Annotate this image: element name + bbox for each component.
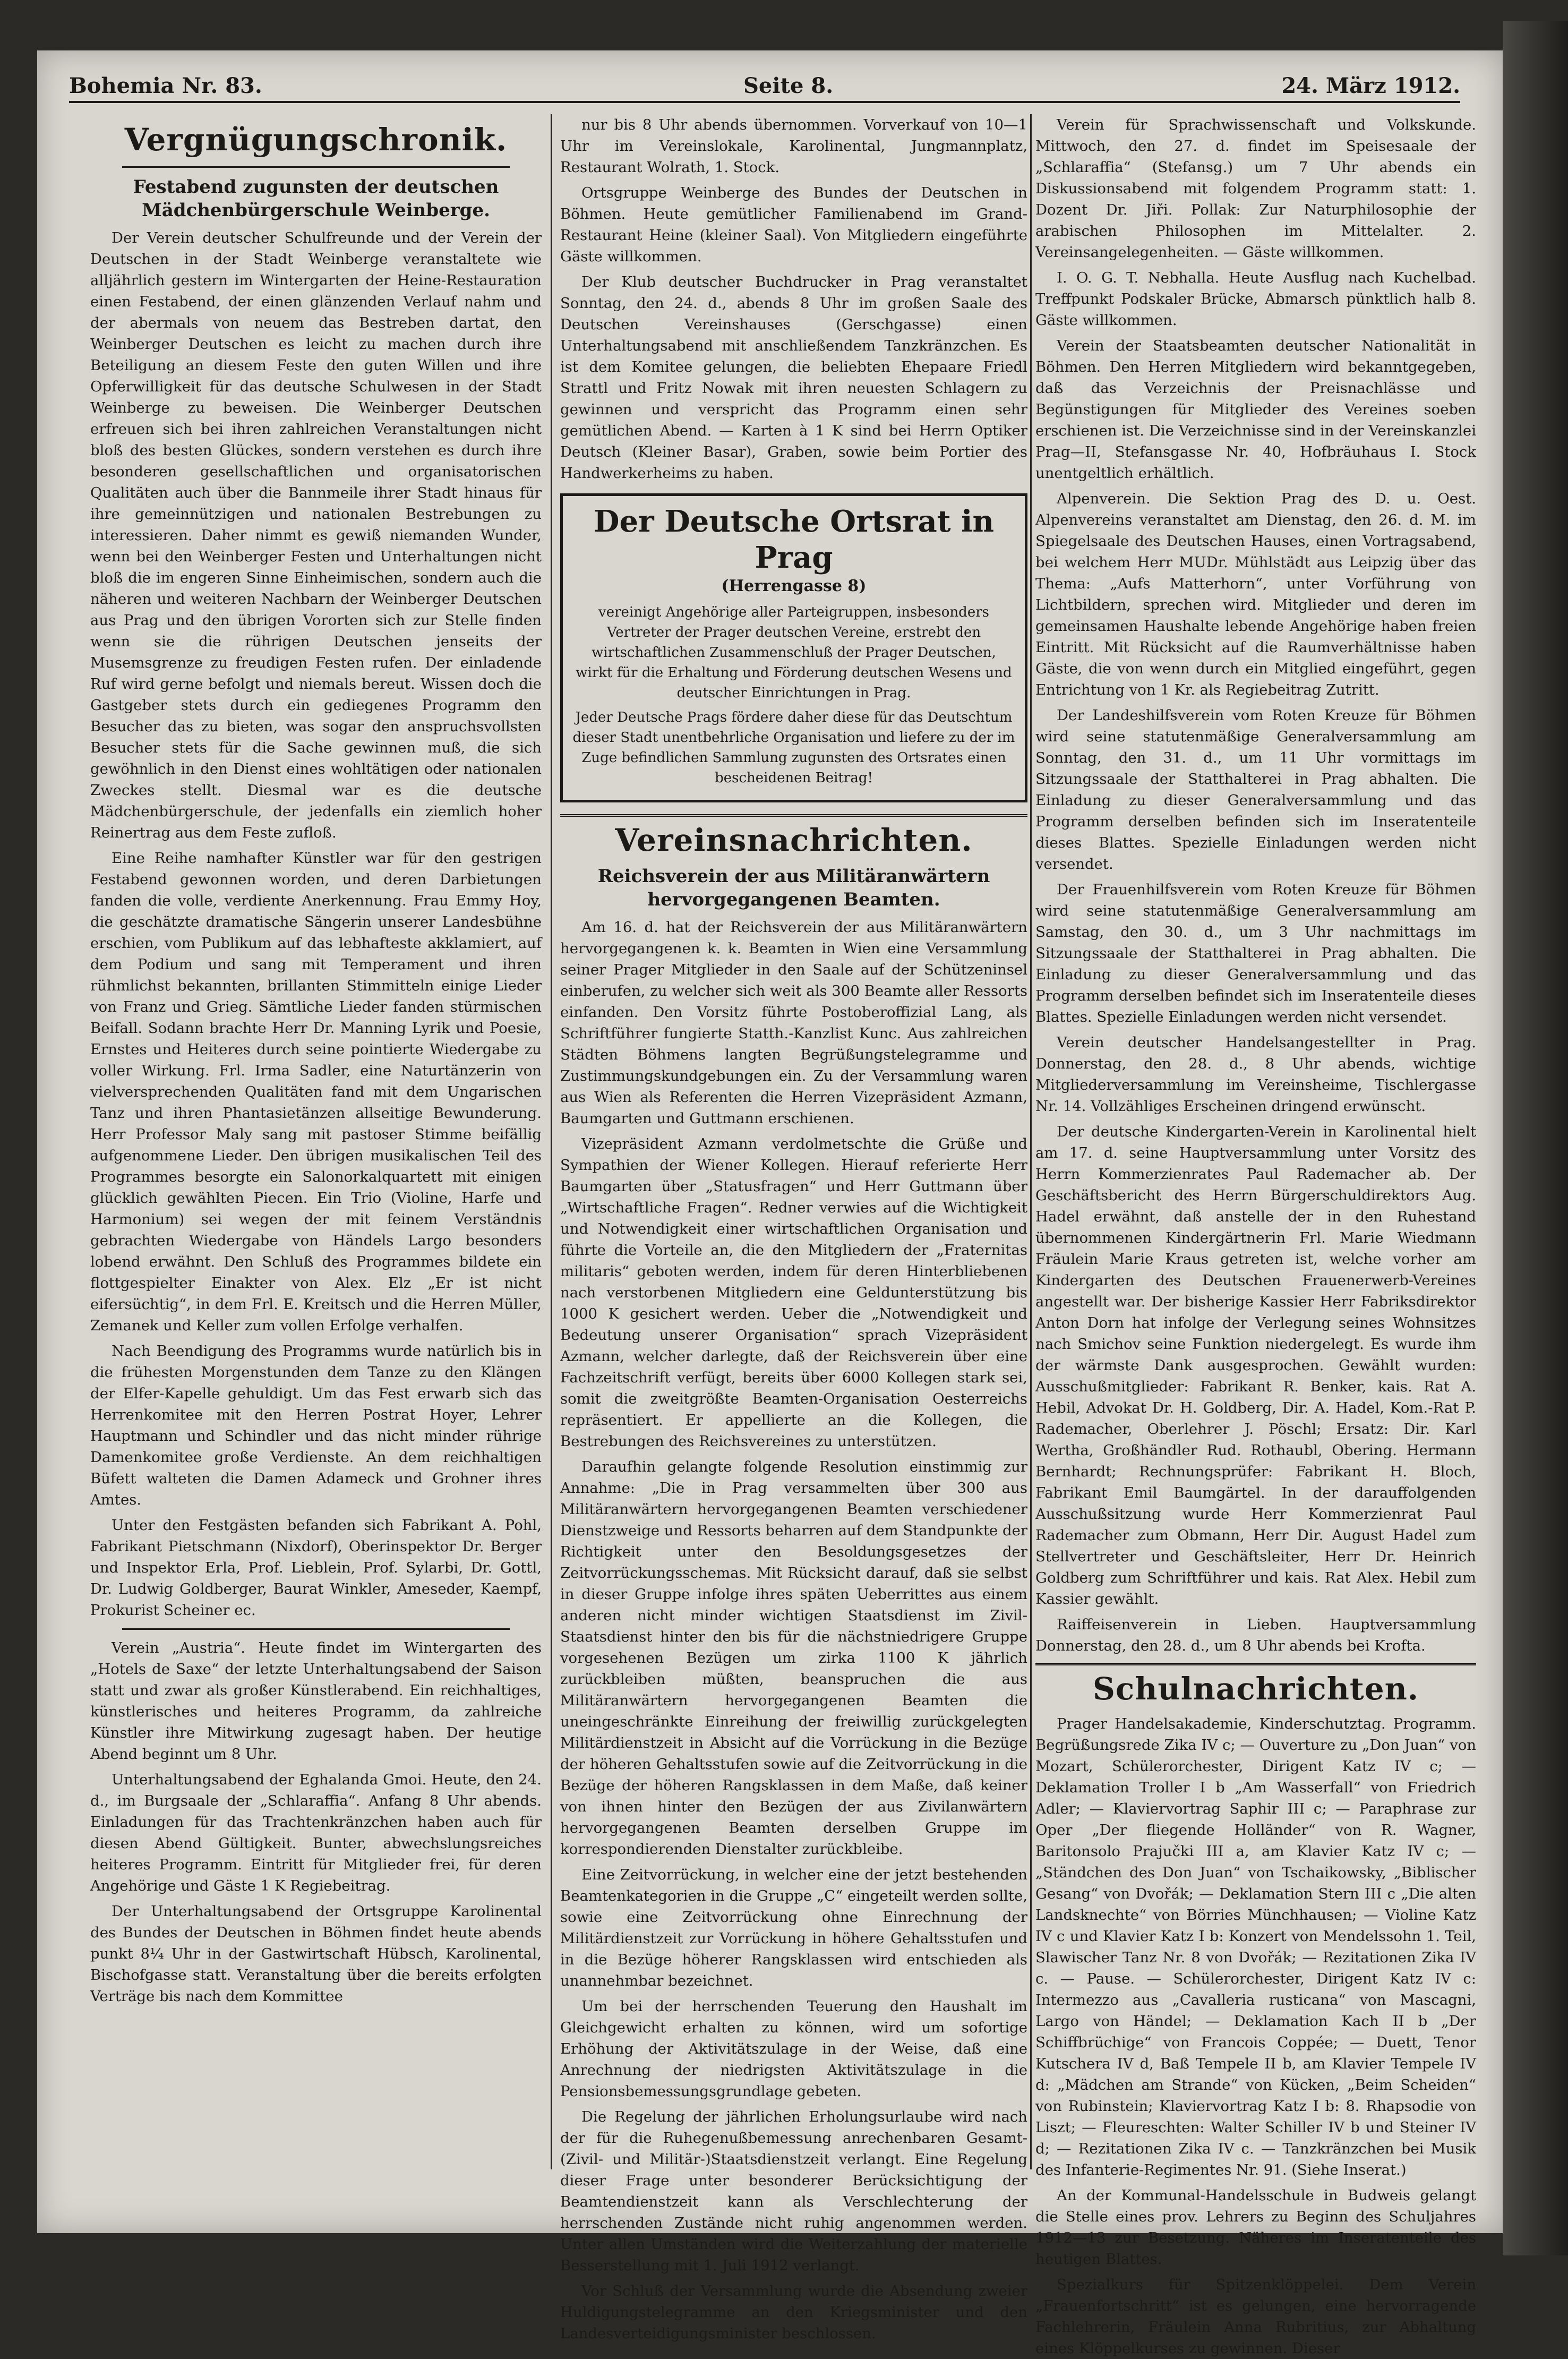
article-title: Festabend zugunsten der deutschen Mädchenbürgerschule Weinberge. (133, 176, 499, 221)
page-edge-shadow (1503, 21, 1568, 2255)
notice: Unterhaltungsabend der Eghalanda Gmoi. Heute, den 24. d., im Burgsaale der „Schlaraffia“. Anfang 8 Uhr abends. Einladungen für das Trachtenkränzchen haben auch für diesen Abend Gültigkeit. Bunter, abwechslungsreiches heiteres Programm. Eintritt für Mitglieder frei, für deren Angehörige und Gäste 1 K Regiebeitrag. (90, 1771, 542, 1894)
header-publication: Bohemia Nr. 83. (69, 73, 262, 98)
paragraph: Daraufhin gelangte folgende Resolution einstimmig zur Annahme: „Die in Prag versammelten über 300 aus Militäranwärtern hervorgegangenen Beamten verschiedener Dienstzweige und Ressorts beharren auf dem Standpunkte der Richtigkeit unter den Besoldungsgesetzes der Zeitvorrückungsschemas. Mit Rücksicht darauf, daß sie selbst in dieser Gruppe infolge ihres späten Ueberrittes aus einem anderen nicht minder wichtigen Staatsdienst im Zivil-Staatsdienst hinter den bis für die nächstniedrigere Gruppe vorgesehenen Bezügen um zirka 1100 K jährlich zurückbleiben müßten, beanspruchen die aus Militäranwärtern hervorgegangenen Beamten die uneingeschränkte Einreihung der freiwillig zurückgelegten Militärdienstzeit in Absicht auf die Vorrückung in die Bezüge der höheren Gehaltsstufen sowie auf die Zeitvorrückung in die Bezüge der höheren Rangsklassen in dem Maße, daß keiner von ihnen hinter den Bezügen der aus Zivilanwärtern hervorgegangenen Beamten derselben Gruppe im korrespondierenden Dienstalter zurückbleibe. (560, 1458, 1027, 1858)
notice: An der Kommunal-Handelsschule in Budweis gelangt die Stelle eines prov. Lehrers zu Beginn des Schuljahres 1912—13 zur Besetzung. Näheres im Inseratenteile des heutigen Blattes. (1035, 2187, 1476, 2268)
notice: Verein deutscher Handelsangestellter in Prag. Donnerstag, den 28. d., 8 Uhr abends, wichtige Mitgliederversammlung im Vereinsheime, Tischlergasse Nr. 14. Vollzähliges Erscheinen dringend erwünscht. (1035, 1034, 1476, 1115)
notice: Ortsgruppe Weinberge des Bundes der Deutschen in Böhmen. Heute gemütlicher Familienabend im Grand-Restaurant Heine (kleiner Saal). Von Mitgliedern eingeführte Gäste willkommen. (560, 184, 1027, 265)
paragraph: Am 16. d. hat der Reichsverein der aus Militäranwärtern hervorgegangenen k. k. Beamten in Wien eine Versammlung seiner Prager Mitglieder in den Saale auf der Schützeninsel einberufen, zu welcher sich weit als 300 Beamte aller Ressorts einfanden. Den Vorsitz führte Postoberoffizial Lang, als Schriftführer fungierte Statth.-Kanzlist Kunc. Aus zahlreichen Städten Böhmens langten Begrüßungstelegramme und Zustimmungskundgebungen ein. Zu der Versammlung waren aus Wien als Referenten die Herren Vizepräsident Azmann, Baumgarten und Guttmann erschienen. (560, 919, 1027, 1127)
section-title: Vereinsnachrichten. (560, 814, 1027, 859)
notice: Prager Handelsakademie, Kinderschutztag. Programm. Begrüßungsrede Zika IV c; — Ouverture zu „Don Juan“ von Mozart, Schülerorchester, Dirigent Katz IV c; — Deklamation Troller I b „Am Wasserfall“ von Friedrich Adler; — Klaviervortrag Saphir III c; — Paraphrase zur Oper „Der fliegende Holländer“ von R. Wagner, Baritonsolo Prajučki III a, am Klavier Katz IV c; — „Ständchen des Don Juan“ von Tschaikowsky, „Biblischer Gesang“ von Dvořák; — Deklamation Stern III c „Die alten Landsknechte“ von Börries Münchhausen; — Violine Katz IV c und Klavier Katz I b: Konzert von Mendelssohn 1. Teil, Slawischer Tanz Nr. 8 von Dvořák; — Rezitationen Zika IV c. — Pause. — Schülerorchester, Dirigent Katz IV c: Intermezzo aus „Cavalleria rusticana“ von Mascagni, Largo von Händel; — Deklamation Kach II b „Der Schiffbrüchige“ von Francois Coppée; — Duett, Tenor Kutschera IV d, Baß Tempele II b, am Klavier Tempele IV d: „Mädchen am Strande“ von Kücken, „Beim Scheiden“ von Rubinstein; Klaviervortrag Katz I b: 8. Rhapsodie von Liszt; — Fleureschten: Walter Schiller IV b und Steiner IV d; — Rezitationen Zika IV c. — Tanzkränzchen bei Musik des Infanterie-Regimentes Nr. 91. (Siehe Inserat.) (1035, 1715, 1476, 2178)
advertisement-address: (Herrengasse 8) (721, 577, 867, 595)
paragraph: nur bis 8 Uhr abends übernommen. Vorverkauf von 10—1 Uhr im Vereinslokale, Karolinental, Jungmannplatz, Restaurant Wolrath, 1. Stock. (560, 116, 1027, 176)
column-3 (1035, 114, 1476, 2357)
column-rule (1030, 114, 1032, 2169)
notice: I. O. G. T. Nebhalla. Heute Ausflug nach Kuchelbad. Treffpunkt Podskaler Brücke, Abmarsch pünktlich halb 8. Gäste willkommen. (1035, 269, 1476, 329)
section-title: Vergnügungschronik. (124, 122, 508, 158)
paragraph: Um bei der herrschenden Teuerung den Haushalt im Gleichgewicht erhalten zu können, wird um sofortige Erhöhung der Aktivitätszulage in der Weise, daß eine Anrechnung der niedrigsten Aktivitätszulage in die Pensionsbemessungsgrundlage gebeten. (560, 1998, 1027, 2100)
page-header (69, 69, 1460, 103)
advertisement-appeal: Jeder Deutsche Prags fördere daher diese für das Deutschtum dieser Stadt unentbehrliche Organisation und liefere zu der im Zuge befindlichen Sammlung zugunsten des Ortsrates einen bescheidenen Beitrag! (572, 710, 1015, 786)
paragraph: Vor Schluß der Versammlung wurde die Absendung zweier Huldigungstelegramme an den Kriegsminister und den Landesverteidigungsminister beschlossen. (560, 2283, 1027, 2342)
advertisement-text: vereinigt Angehörige aller Parteigruppen, insbesonders Vertreter der Prager deutschen Vereine, erstrebt den wirtschaftlichen Zusammenschluß der Prager Deutschen, wirkt für die Erhaltung und Förderung deutschen Wesens und deutscher Einrichtungen in Prag. (576, 604, 1012, 701)
paragraph: Die Regelung der jährlichen Erholungsurlaube wird nach der für die Ruhegenußbemessung anrechenbaren Gesamt-(Zivil- und Militär-)Staatsdienstzeit verlangt. Eine Regelung dieser Frage unter besonderer Berücksichtigung der Beamtendienstzeit kann als Verschlechterung der herrschenden Zustände nicht ruhig angenommen werden. Unter allen Umständen wird die Weiterzahlung der materielle Besserstellung mit 1. Juli 1912 verlangt. (560, 2108, 1027, 2274)
notice: Der Frauenhilfsverein vom Roten Kreuze für Böhmen wird seine statutenmäßige Generalversammlung am Samstag, den 30. d., um 3 Uhr nachmittags im Sitzungssaale der Statthalterei in Prag abhalten. Die Einladung zu dieser Generalversammlung und das Programm derselben befindet sich im Inseratenteile dieses Blattes. Spezielle Einladungen werden nicht versendet. (1035, 881, 1476, 1025)
notice: Verein der Staatsbeamten deutscher Nationalität in Böhmen. Den Herren Mitgliedern wird bekanntgegeben, daß das Verzeichnis der Preisnachlässe und Begünstigungen für Mitglieder des Vereines soeben erschienen ist. Die Verzeichnisse sind in der Vereinskanzlei Prag—II, Stefansgasse Nr. 40, Hofbräuhaus I. Stock unentgeltlich erhältlich. (1035, 337, 1476, 482)
notice: Der Klub deutscher Buchdrucker in Prag veranstaltet Sonntag, den 24. d., abends 8 Uhr im großen Saale des Deutschen Vereinshauses (Gerschgasse) einen Unterhaltungsabend mit anschließendem Tanzkränzchen. Es ist dem Komitee gelungen, die beliebten Ehepaare Friedl Strattl und Fritz Nowak mit ihren neuesten Schlagern zu gewinnen und verspricht das Programm einen sehr gemütlichen Abend. — Karten à 1 K sind bei Herrn Optiker Deutsch (Kleiner Basar), Graben, sowie beim Portier des Handwerkerheims zu haben. (560, 273, 1027, 482)
paragraph: Der Verein deutscher Schulfreunde und der Verein der Deutschen in der Stadt Weinberge veranstaltete wie alljährlich gestern im Wintergarten der Heine-Restauration einen Festabend, der einen glänzenden Verlauf nahm und der abermals von neuem das Bestreben dartat, den Weinberger Deutschen es leicht zu machen durch ihre Beteiligung an diesem Feste den guten Willen und ihre Opferwilligkeit für das deutsche Schulwesen in der Stadt Weinberge zu beweisen. Die Weinberger Deutschen erfreuen sich bei ihren zahlreichen Veranstaltungen nicht bloß des besten Glückes, sondern verstehen es durch ihre besonderen gesellschaftlichen und organisatorischen Qualitäten auch über die Bannmeile ihrer Stadt hinaus für ihre gemeinnützigen und nationalen Bestrebungen zu interessieren. Daher nimmt es gewiß niemanden Wunder, wenn bei den Weinberger Festen und Unterhaltungen nicht bloß die im engeren Sinne Einheimischen, sondern auch die näheren und weiteren Nachbarn der Weinberger Deutschen aus Prag und den übrigen Vororten sich zur Stelle finden wenn sie die rührigen Deutschen jenseits der Musemsgrenze zu freudigen Festen rufen. Der einladende Ruf wird gerne befolgt und niemals bereut. Wissen doch die Gastgeber stets durch ein gediegenes Programm den Besucher das zu bieten, was sogar den anspruchsvollsten Besucher stets für die Sache gewinnen muß, die sich gewöhnlich in den Dienst eines wohltätigen oder nationalen Zweckes stellt. Diesmal war es die deutsche Mädchenbürgerschule, der jedenfalls ein ziemlich hoher Reinertrag aus dem Feste zufloß. (90, 229, 542, 841)
notice: Raiffeisenverein in Lieben. Hauptversammlung Donnerstag, den 28. d., um 8 Uhr abends bei Krofta. (1035, 1616, 1476, 1654)
paragraph: Vizepräsident Azmann verdolmetschte die Grüße und Sympathien der Wiener Kollegen. Hierauf referierte Herr Baumgarten über „Statusfragen“ und Herr Guttmann über „Wirtschaftliche Fragen“. Redner verwies auf die Wichtigkeit und Notwendigkeit einer wirtschaftlichen Organisation und führte die Vorteile an, die den Mitgliedern der „Fraternitas militaris“ geboten werden, indem für deren Hinterbliebenen nach verstorbenen Mitgliedern eine Geldunterstützung bis 1000 K gesichert werden. Ueber die „Notwendigkeit und Bedeutung unserer Organisation“ sprach Vizepräsident Azmann, welcher darlegte, daß der Reichsverein über eine Fachzeitschrift verfügt, bereits über 6000 Kollegen stark sei, somit die zweitgrößte Beamten-Organisation Oesterreichs repräsentiert. Er appellierte an die Kollegen, die Bestrebungen des Reichsvereines zu unterstützen. (560, 1135, 1027, 1450)
advertisement-title: Der Deutsche Ortsrat in Prag (593, 504, 995, 575)
notice: Spezialkurs für Spitzenklöppelei. Dem Verein „Frauenfortschritt“ ist es gelungen, eine hervorragende Fachlehrerin, Fräulein Anna Rubritius, zur Abhaltung eines Klöppelkurses zu gewinnen. Dieser (1035, 2276, 1476, 2357)
notice: Der Unterhaltungsabend der Ortsgruppe Karolinental des Bundes der Deutschen in Böhmen findet heute abends punkt 8¼ Uhr in der Gastwirtschaft Hübsch, Karolinental, Bischofgasse statt. Veranstaltung über die bereits erfolgten Verträge bis nach dem Kommittee (90, 1903, 542, 2005)
paragraph: Eine Reihe namhafter Künstler war für den gestrigen Festabend gewonnen worden, und deren Darbietungen fanden die volle, verdiente Anerkennung. Frau Emmy Hoy, die geschätzte dramatische Sängerin unserer Landesbühne erschien, vom Publikum auf das lebhafteste akklamiert, auf dem Podium und sang mit Temperament und ihren rühmlichst bekannten, brillanten Stimmitteln einige Lieder von Franz und Grieg. Sämtliche Lieder fanden stürmischen Beifall. Sodann brachte Herr Dr. Manning Lyrik und Poesie, Ernstes und Heiteres durch seine pointierte Wiedergabe zu voller Wirkung. Frl. Irma Sadler, eine Naturtänzerin von vielversprechenden Qualitäten fand mit dem Ungarischen Tanz und ihren Phantasietänzen allseitige Bewunderung. Herr Professor Maly sang mit pastoser Stimme beifällig aufgenommene Lieder. Den übrigen musikalischen Teil des Programmes besorgte ein Salonorkalquartett mit einigen glücklich gewählten Piecen. Ein Trio (Violine, Harfe und Harmonium) sei wegen der mit feinem Verständnis gebrachten Wiedergabe von Händels Largo besonders lobend erwähnt. Den Schluß des Programmes bildete ein flottgespielter Einakter von Alex. Elz „Er ist nicht eifersüchtig“, in dem Frl. E. Kreitsch und die Herren Müller, Zemanek und Keller zum vollen Erfolge verhalfen. (90, 850, 542, 1334)
section-title: Schulnachrichten. (1035, 1663, 1476, 1708)
advertisement-box (560, 493, 1027, 802)
article-title: Reichsverein der aus Militäranwärtern hervorgegangenen Beamten. (597, 866, 990, 910)
column-1 (90, 114, 542, 2185)
column-rule (551, 114, 552, 2169)
paragraph: Eine Zeitvorrückung, in welcher eine der jetzt bestehenden Beamtenkategorien in die Gruppe „C“ eingeteilt werden sollte, sowie eine Zeitvorrückung ohne Einrechnung der Militärdienstzeit zur Vorrückung in höhere Gehaltsstufen und in die Bezüge höherer Rangsklassen wird entschieden als unannehmbar bezeichnet. (560, 1866, 1027, 1989)
header-page-number: Seite 8. (743, 73, 834, 98)
notice: Der deutsche Kindergarten-Verein in Karolinental hielt am 17. d. seine Hauptversammlung unter Vorsitz des Herrn Kommerzienrates Paul Rademacher ab. Der Geschäftsbericht des Herrn Bürgerschuldirektors Aug. Hadel erwähnt, daß anstelle der in den Ruhestand übernommenen Kindergärtnerin Frl. Marie Wiedmann Fräulein Marie Kraus getreten ist, welche vorher am Kindergarten des Deutschen Frauenerwerb-Vereines angestellt war. Der bisherige Kassier Herr Fabriksdirektor Anton Dorn hat infolge der Verlegung seines Wohnsitzes nach Smichov seine Funktion niedergelegt. Es wurde ihm der wärmste Dank ausgesprochen. Gewählt wurden: Ausschußmitglieder: Fabrikant R. Benker, kais. Rat A. Hebil, Advokat Dr. H. Goldberg, Dir. A. Hadel, Kom.-Rat P. Rademacher, Oberlehrer J. Pöschl; Ersatz: Dir. Karl Wertha, Großhändler Rud. Rothaubl, Obering. Hermann Bernhardt; Rechnungsprüfer: Fabrikant H. Bloch, Fabrikant Emil Baumgärtel. In der darauffolgenden Ausschußsitzung wurde Herr Kommerzienrat Paul Rademacher zum Obmann, Herr Dir. August Hadel zum Stellvertreter und Geschäftsleiter, Herr Dr. Heinrich Goldberg zum Schriftführer und kais. Rat Alex. Hebil zum Kassier gewählt. (1035, 1123, 1476, 1608)
paragraph: Unter den Festgästen befanden sich Fabrikant A. Pohl, Fabrikant Pietschmann (Nixdorf), Oberinspektor Dr. Berger und Inspektor Erla, Prof. Lieblein, Prof. Sylarbi, Dr. Gottl, Dr. Ludwig Goldberger, Baurat Winkler, Ameseder, Kaempf, Prokurist Scheiner ec. (90, 1517, 542, 1619)
notice: Der Landeshilfsverein vom Roten Kreuze für Böhmen wird seine statutenmäßige Generalversammlung am Sonntag, den 31. d., um 11 Uhr vormittags im Sitzungssaale der Statthalterei in Prag abhalten. Die Einladung zu dieser Generalversammlung und das Programm derselben befinden sich im Inseratenteile dieses Blattes. Spezielle Einladungen werden nicht versendet. (1035, 707, 1476, 873)
paragraph: Nach Beendigung des Programms wurde natürlich bis in die frühesten Morgenstunden dem Tanze zu den Klängen der Elfer-Kapelle gehuldigt. Um das Fest erwarb sich das Herrenkomitee mit den Herren Postrat Hoyer, Lehrer Hauptmann und Schindler und das nicht minder rührige Damenkomitee große Verdienste. An dem reichhaltigen Büfett walteten die Damen Adameck und Grohner ihres Amtes. (90, 1343, 542, 1508)
column-2 (560, 114, 1027, 2342)
divider (122, 166, 510, 168)
notice: Verein „Austria“. Heute findet im Wintergarten des „Hotels de Saxe“ der letzte Unterhaltungsabend der Saison statt und zwar als großer Künstlerabend. Ein reichhaltiges, künstlerisches und heiteres Programm, da zahlreiche Künstler ihre Mitwirkung zugesagt haben. Der heutige Abend beginnt um 8 Uhr. (90, 1639, 542, 1763)
notice: Alpenverein. Die Sektion Prag des D. u. Oest. Alpenvereins veranstaltet am Dienstag, den 26. d. M. im Spiegelsaale des Deutschen Hauses, einen Vortragsabend, bei welchem Herr MUDr. Mühlstädt aus Leipzig über das Thema: „Aufs Matterhorn“, unter Vorführung von Lichtbildern, sprechen wird. Mitglieder und deren im gemeinsamen Haushalte lebende Angehörige haben freien Eintritt. Mit Rücksicht auf die Raumverhältnisse haben Gäste, die von wenn durch ein Mitglied eingeführt, gegen Entrichtung von 1 Kr. als Regiebeitrag Zutritt. (1035, 490, 1476, 698)
notice: Verein für Sprachwissenschaft und Volkskunde. Mittwoch, den 27. d. findet im Speisesaale der „Schlaraffia“ (Stefansg.) um 7 Uhr abends ein Diskussionsabend mit folgendem Programm statt: 1. Dozent Dr. Jiři. Pollak: Zur Naturphilosophie der arabischen Philosophen im Mittelalter. 2. Vereinsangelegenheiten. — Gäste willkommen. (1035, 116, 1476, 261)
divider (122, 1628, 510, 1630)
header-date: 24. März 1912. (1281, 73, 1460, 98)
